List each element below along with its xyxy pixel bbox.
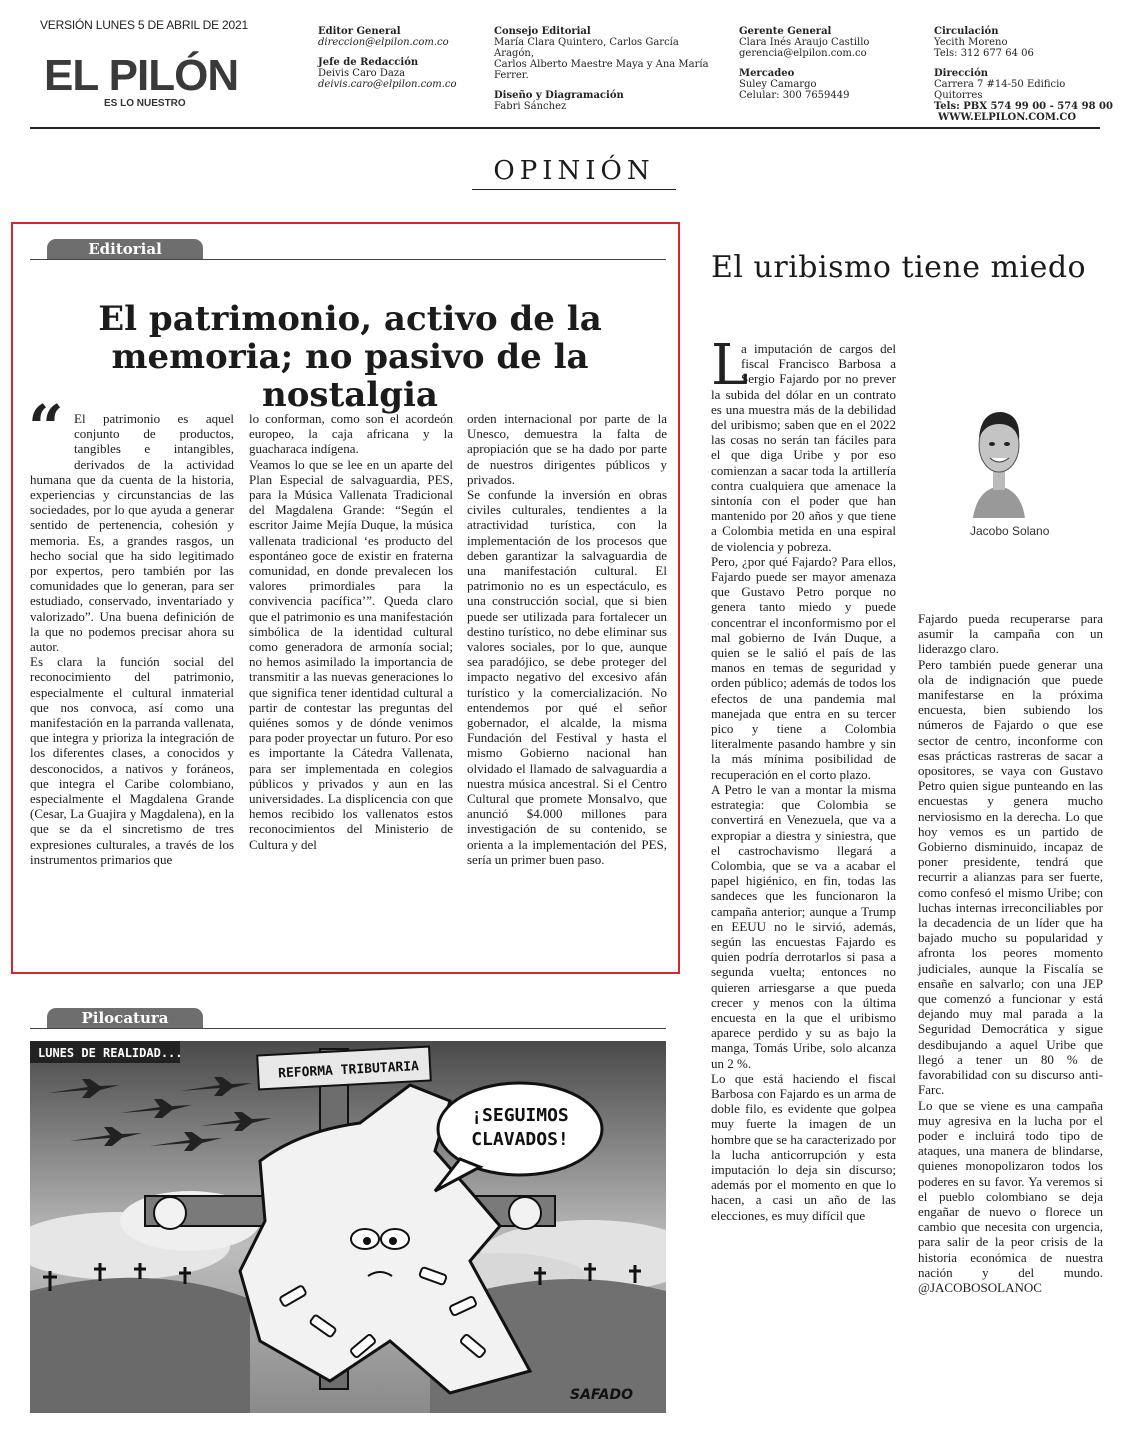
editorial-column-3: [467, 411, 667, 867]
gerente-label: Gerente General: [739, 26, 832, 37]
author-eye: [989, 442, 995, 446]
editorial-headline: El patrimonio, activo de la memoria; no pasivo de la nostalgia: [98, 299, 602, 415]
mercadeo-label: Mercadeo: [739, 68, 795, 79]
editorial-paragraph: Es clara la función social del reconocimiento del patrimonio, especialmente el cultural inmaterial que nos convoca, así como una manifestación en la parranda vallenata, que integra y prioriza la integración de los diferentes clases, a conocidos y desconocidos, a nativos y foráneos, que integra el Caribe colombiano, especialmente el Magdalena Grande (Cesar, La Guajira y Magdalena), en la que se da el sincretismo de tres expresiones culturales, a través de los instrumentos primarios que: [30, 654, 234, 867]
newspaper-logo[interactable]: EL PILÓN: [44, 51, 239, 100]
column-lead-paragraph: a imputación de cargos del fiscal Francisco Barbosa a Sergio Fajardo por no prever la subida del dólar en un contrato es una muestra más de la debilidad del uribismo; saben que en el 2022 las cosas no serán tan fáciles para el que diga Uribe y por eso comienzan a sacar toda la artillería contra cualquiera que amenace la sintonía con el poder que han mantenido por 20 años y que tiene a Colombia metida en una espiral de violencia y pobreza.: [711, 341, 896, 554]
direccion-address: Carrera 7 #14-50 Edificio Quitorres: [934, 79, 1066, 101]
cartoon-caption: LUNES DE REALIDAD...: [38, 1046, 183, 1060]
author-eye: [1004, 442, 1010, 446]
gerente-name: Clara Inés Araujo Castillo: [739, 37, 870, 48]
diseno-label: Diseño y Diagramación: [494, 90, 624, 101]
masthead-circulacion-block: [934, 26, 1114, 123]
column-text-1: [711, 333, 896, 1223]
editorial-tab-label: Editorial: [47, 239, 203, 259]
quote-mark: “: [28, 391, 64, 464]
figure-pupil: [389, 1237, 397, 1245]
editorial-lead-paragraph: El patrimonio es aquel conjunto de productos, tangibles e intangibles, derivados de la actividad humana que da cuenta de la historia, experiencias y circunstancias de las sociedades, por lo que ayuda a generar sentido de pertenencia, cohesión y memoria. Es, a grandes rasgos, un hecho social que ha sido legitimado por expertos, pero también por las comunidades que lo generan, para ser estudiado, conservado, inventariado y valorizado”. Una buena definición de la que no podemos precisar ahora su autor.: [30, 411, 234, 655]
editorial-paragraph: Se confunde la inversión en obras civiles culturales, tendientes a la atractividad turística, con la implementación de los procesos que deben garantizar la salvaguardia de una manifestación cultural. El patrimonio no es un espectáculo, es una construcción social, que si bien puede ser utilizada para fortalecer un destino turístico, no debe eliminar sus valores sociales, por lo que, aunque sea paradójico, se debe proteger del impacto negativo del excesivo afán turístico y la comercialización. No entendemos por qué el señor gobernador, el alcalde, la misma Fundación del Festival y hasta el mismo Gobierno nacional han olvidado el llamado de salvaguardia a nuestra música ancestral. Si el Centro Cultural que promete Monsalvo, que anunció $4.000 millones para investigación de su contenido, se orienta a la implementación del PES, sería un primer buen paso.: [467, 487, 667, 867]
column-headline: El uribismo tiene miedo: [711, 250, 1087, 285]
editor-email[interactable]: direccion@elpilon.com.co: [318, 37, 449, 48]
consejo-line-1: María Clara Quintero, Carlos García Aragón,: [494, 37, 679, 59]
editorial-paragraph: lo conforman, como son el acordeón europeo, la caja africana y la guacharaca indígena.: [249, 411, 453, 457]
editorial-paragraph: Veamos lo que se lee en un aparte del Plan Especial de salvaguardia, PES, para la Música Vallenata Tradicional del Magdalena Grande: “Según el escritor Jaime Mejía Duque, la música vallenata tradicional ‘es producto del espontáneo goce de existir en fraterna comunidad, en donde prevalecen los valores primordiales para la convivencia pacífica’”. Queda claro que el patrimonio es una manifestación simbólica de la identidad cultural como generadora de armonía social; no hemos asimilado la importancia de transmitir a las nuevas generaciones lo que significa tener identidad cultural a partir de contestar las preguntas del quiénes somos y de dónde venimos para poder proyectar un futuro. Por eso es importante la Cátedra Vallenata, para ser implementada en colegios públicos y privados y aun en las universidades. La displicencia con que hemos recibido los vallenatos estos reconocimientos del Ministerio de Cultura y del: [249, 456, 453, 852]
editorial-column-1: [30, 411, 234, 867]
figure-pupil: [363, 1237, 371, 1245]
section-underline: [472, 189, 676, 190]
diseno-name: Fabri Sánchez: [494, 101, 567, 112]
speech-text-line-2: CLAVADOS!: [471, 1129, 569, 1150]
editorial-tab: [47, 239, 203, 259]
drop-cap: L: [711, 333, 749, 398]
column-paragraph: A Petro le van a montar la misma estrategia: que Colombia se convertirá en Venezuela, que va a expropiar a diestra y siniestra, que el castrochavismo llegará a Colombia, que se va a acabar el papel higiénico, en fin, todas las sandeces que les funcionaron la campaña anterior; aunque a Trump en EEUU no le sirvió, además, según las encuestas Fajardo es quien podría derrotarlos si pasa a segunda vuelta; entonces no quieren arriesgarse a que pueda crecer y menos con la última encuesta en la que el uribismo aparece perdido y su as bajo la manga, Tomás Uribe, solo alcanza un 2 %.: [711, 781, 896, 1071]
gerente-email[interactable]: gerencia@elpilon.com.co: [739, 48, 867, 59]
consejo-line-3: Ferrer.: [494, 70, 529, 81]
author-photo: [967, 390, 1031, 518]
masthead-editor-block: [318, 26, 478, 90]
mercadeo-name: Suley Camargo: [739, 79, 817, 90]
editorial-paragraph: orden internacional por parte de la Unesco, demuestra la falta de apropiación que se ha dado por parte de nuestros dirigentes públicos y privados.: [467, 411, 667, 487]
masthead-consejo-block: [494, 26, 719, 112]
dropcap-spacer: [711, 341, 741, 385]
editorial-tab-rule: [30, 259, 666, 260]
newspaper-slogan: ES LO NUESTRO: [104, 98, 186, 109]
cartoon-tab: [47, 1008, 203, 1028]
cartoonist-signature: SAFADO: [570, 1387, 634, 1403]
hill: [30, 1278, 250, 1413]
edition-date: VERSIÓN LUNES 5 DE ABRIL DE 2021: [40, 18, 248, 32]
quote-spacer: [30, 411, 74, 461]
column-paragraph: Lo que está haciendo el fiscal Barbosa con Fajardo es un arma de doble filo, es evidente que golpea muy fuerte la imagen de un hombre que se ha caracterizado por la lucha anticorrupción y esta imputación lo deja sin discurso; además por el momento en que lo hacen, a casi un año de las elecciones, es muy difícil que: [711, 1070, 896, 1223]
circulacion-name: Yecith Moreno: [934, 37, 1008, 48]
website-link[interactable]: WWW.ELPILON.COM.CO: [938, 112, 1077, 123]
cartoon-illustration[interactable]: [30, 1041, 666, 1413]
jefe-email[interactable]: deivis.caro@elpilon.com.co: [318, 79, 457, 90]
editorial-column-2: [249, 411, 453, 852]
column-paragraph: Pero, ¿por qué Fajardo? Para ellos, Fajardo puede ser mayor amenaza que Gustavo Petro porque no genera tanto miedo y puede concentrar el inconformismo por el mal gobierno de Iván Duque, a quien se le salió el país de las manos en temas de seguridad y orden público; además de todos los efectos de una pandemia mal manejada que entra en su tercer pico y tiene a Colombia literalmente pasando hambre y sin la más mínima posibilidad de recuperación en el corto plazo.: [711, 553, 896, 782]
column-text-2: [918, 611, 1103, 1295]
mercadeo-phone: Celular: 300 7659449: [739, 90, 850, 101]
figure-hand: [154, 1197, 186, 1229]
author-neck: [993, 470, 1005, 490]
consejo-label: Consejo Editorial: [494, 26, 591, 37]
circulacion-phone: Tels: 312 677 64 06: [934, 48, 1034, 59]
cartoon-tab-label: Pilocatura: [47, 1008, 203, 1028]
sign-text: REFORMA TRIBUTARIA: [277, 1059, 420, 1082]
jefe-name: Deivis Caro Daza: [318, 68, 406, 79]
section-title: OPINIÓN: [493, 156, 655, 186]
column-paragraph: Pero también puede generar una ola de indignación que puede manifestarse en la próxima encuesta, bien subiendo los números de Fajardo o que ese sector de centro, inconforme con esas prácticas rastreras de sacar a opositores, se vaya con Gustavo Petro quien sigue punteando en las encuestas y genera mucho nerviosismo en la derecha. Lo que hoy vemos es un partido de Gobierno disminuido, incapaz de poner presidente, tendrá que recurrir a alianzas para ser fuerte, como confesó el mismo Uribe; con luchas internas irreconciliables por la decadencia de un líder que ha bajado mucho su popularidad y afronta los peores momento judiciales, aunque la Fiscalía se ensañe en salvarlo; con una JEP que comenzó a funcionar y está dejando muy mal parada a la Seguridad Democrática y sigue desdibujando a aquel Uribe que llegó a tener un 80 % de favorabilidad con su discurso anti-Farc.: [918, 656, 1103, 1098]
header-divider: [30, 127, 1100, 129]
figure-hand: [509, 1197, 541, 1229]
speech-text-line-1: ¡SEGUIMOS: [471, 1105, 569, 1126]
direccion-phone: Tels: PBX 574 99 00 - 574 98 00: [934, 101, 1113, 112]
author-name: Jacobo Solano: [970, 524, 1050, 538]
consejo-line-2: Carlos Alberto Maestre Maya y Ana María: [494, 59, 709, 70]
editor-label: Editor General: [318, 26, 401, 37]
cartoon-tab-rule: [30, 1028, 666, 1029]
circulacion-label: Circulación: [934, 26, 999, 37]
direccion-label: Dirección: [934, 68, 989, 79]
column-paragraph: Lo que se viene es una campaña muy agresiva en la lucha por el poder e incluirá todo tipo de ataques, una manera de blindarse, quienes monopolizaron todos los poderes en su favor. Ya veremos si el pueblo colombiano se deja engañar de nuevo o florece un cambio que necesita con urgencia, para salir de la peor crisis de la historia económica de nuestra nación y del mundo. @JACOBOSOLANOC: [918, 1097, 1103, 1295]
column-paragraph: Fajardo pueda recuperarse para asumir la campaña con un liderazgo claro.: [918, 611, 1103, 657]
jefe-label: Jefe de Redacción: [318, 57, 419, 68]
masthead-gerente-block: [739, 26, 919, 101]
